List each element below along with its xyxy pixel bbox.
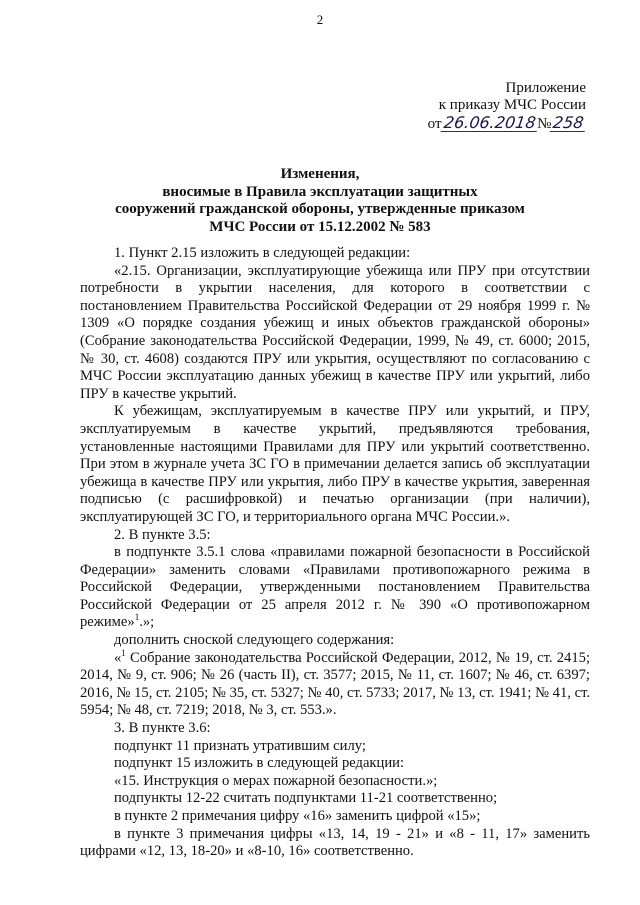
paragraph: подпункт 11 признать утратившим силу; (114, 737, 366, 754)
paragraph: «2.15. Организации, эксплуатирующие убежища или ПРУ при отсутствии потребности в укрытии населения, для которого в соответствии с постановлением Правительства Российской Федерации от 29 ноября 1999 г. № 1309 «О порядке создания убежищ и иных объектов гражданской обороны» (Собрание законодательства Российской Федерации, 1999, № 49, ст. 6000; 2015, № 30, ст. 4608) создаются ПРУ или укрытия, осуществляют по согласованию с МЧС России эксплуатацию данных убежищ в качестве ПРУ или укрытий, либо ПРУ в качестве укрытий. (80, 262, 590, 402)
appendix-label: Приложение (505, 80, 586, 96)
from-label: от (427, 116, 442, 132)
appendix-block (416, 80, 586, 133)
footnote-ref: 1 (134, 612, 140, 623)
paragraph: в пункте 2 примечания цифру «16» заменить цифрой «15»; (114, 808, 481, 824)
paragraph: дополнить сноской следующего содержания: (114, 632, 395, 649)
paragraph: 3. В пункте 3.6: (114, 720, 211, 737)
footnote-open-quote: « (114, 649, 122, 666)
paragraph: «15. Инструкция о мерах пожарной безопасности.»; (114, 772, 438, 789)
footnote-text: Собрание законодательства Российской Федерации, 2012, № 19, ст. 2415; 2014, № 9, ст. 906; № 26 (часть II), ст. 3577; 2015, № 11, ст. 1607; № 46, ст. 6397; 2016, № 15, ст. 2105; № 35, ст. 5327; № 40, ст. 5733; 2017, № 13, ст. 1941; № 41, ст. 5954; № 48, ст. 7219; 2018, № 3, ст. 553.». (80, 649, 590, 719)
paragraph: подпункты 12-22 считать подпунктами 11-21 соответственно; (114, 790, 498, 807)
appendix-date-line (416, 114, 586, 133)
footnote-paragraph (80, 647, 590, 720)
handwritten-date: 26.06.2018 (442, 113, 537, 132)
paragraph: в пункте 3 примечания цифры «13, 14, 19 - 21» и «8 - 11, 17» заменить цифрами «12, 13, 18-20» и «8-10, 16» соответственно. (80, 825, 590, 860)
paragraph: 1. Пункт 2.15 изложить в следующей редакции: (114, 245, 411, 261)
document-title (80, 166, 560, 236)
footnote-mark: 1 (121, 647, 126, 658)
paragraph-text: в подпункте 3.5.1 слова «правилами пожарной безопасности в Российской Федерации» заменить словами «Правилами противопожарного режима в Российской Федерации, утвержденными постановлением Правительства Российской Федерации от 25 апреля 2012 г. № 390 «О противопожарном режиме» (80, 544, 590, 631)
page-number: 2 (316, 12, 324, 27)
paragraph: подпункт 15 изложить в следующей редакции: (114, 755, 405, 772)
title-line-3: сооружений гражданской обороны, утвержденные приказом (115, 201, 525, 217)
paragraph: К убежищам, эксплуатируемым в качестве ПРУ или укрытий, и ПРУ, эксплуатируемым в качестве укрытий, предъявляются требования, установленные настоящими Правилами для ПРУ или укрытий соответственно. При этом в журнале учета ЗС ГО в примечании делается запись об эксплуатации убежища в качестве ПРУ или укрытия, либо ПРУ в качестве укрытия, заверенная подписью (с расшифровкой) и печатью организации (при наличии), эксплуатирующей ЗС ГО, и территориального органа МЧС России.». (80, 403, 590, 525)
paragraph-tail: .»; (139, 614, 155, 631)
title-line-1: Изменения, (280, 166, 360, 182)
paragraph (80, 544, 590, 632)
title-line-2: вносимые в Правила эксплуатации защитных (162, 183, 478, 200)
number-label: № (537, 116, 552, 132)
handwritten-number: 258 (552, 113, 586, 132)
title-line-4: МЧС России от 15.12.2002 № 583 (209, 218, 431, 235)
paragraph: 2. В пункте 3.5: (114, 526, 211, 543)
document-body (80, 245, 590, 861)
appendix-order-ref: к приказу МЧС России (438, 97, 586, 113)
